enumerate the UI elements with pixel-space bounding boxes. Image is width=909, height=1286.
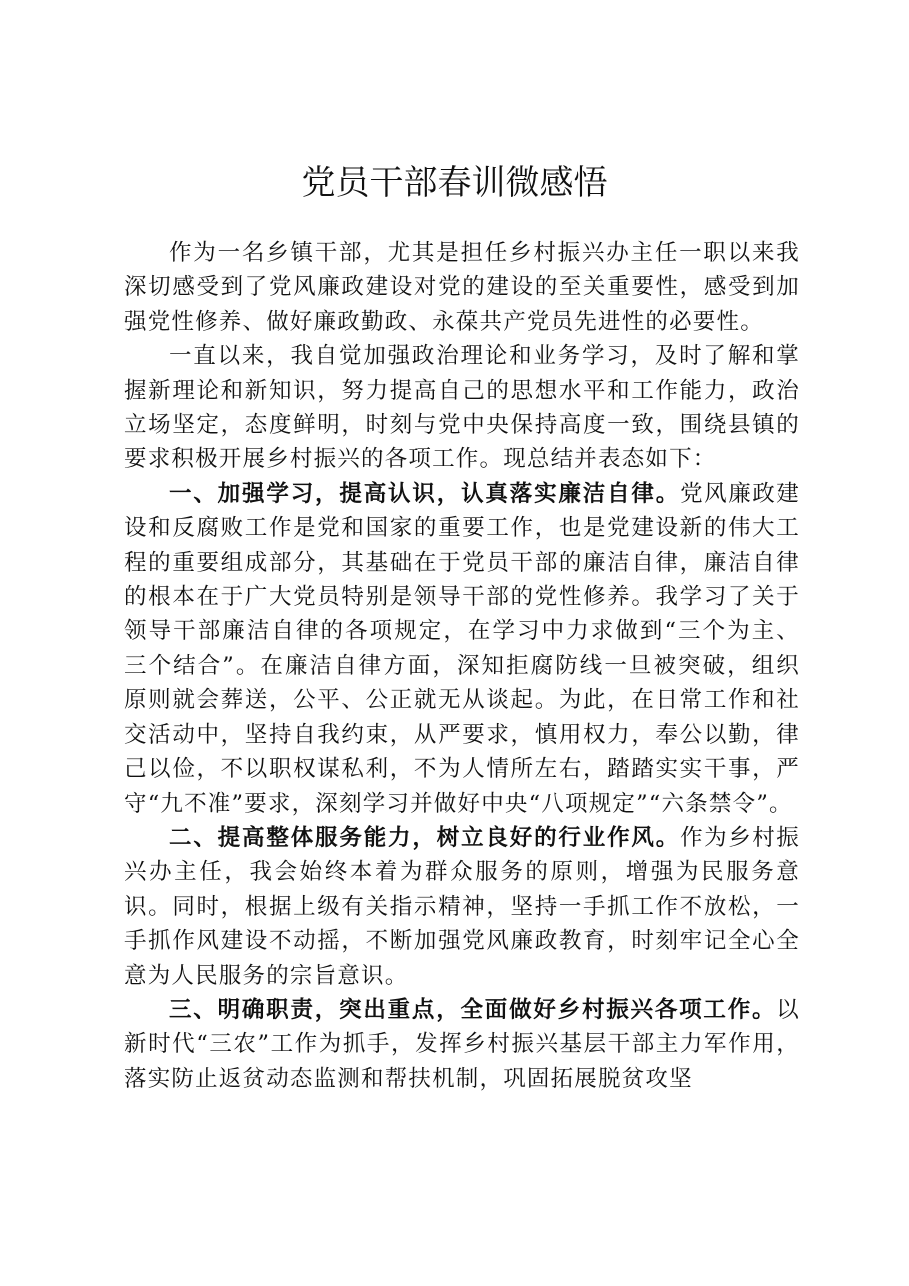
document-body	[124, 236, 800, 1096]
paragraph-text: 作为乡村振兴办主任，我会始终本着为群众服务的原则，增强为民服务意识。同时，根据上级有关指示精神，坚持一手抓工作不放松，一手抓作风建设不动摇，不断加强党风廉政教育，时刻牢记全心全意为人民服务的宗旨意识。	[124, 824, 800, 989]
document-title: 党员干部春训微感悟	[301, 163, 608, 203]
paragraph-summary	[124, 339, 800, 477]
paragraph-text: 党风廉政建设和反腐败工作是党和国家的重要工作，也是党建设新的伟大工程的重要组成部分，其基础在于党员干部的廉洁自律，廉洁自律的根本在于广大党员特别是领导干部的党性修养。我学习了关于领导干部廉洁自律的各项规定，在学习中力求做到“三个为主、三个结合”。在廉洁自律方面，深知拒腐防线一旦被突破，组织原则就会葬送，公平、公正就无从谈起。为此，在日常工作和社交活动中，坚持自我约束，从严要求，慎用权力，奉公以勤，律己以俭，不以职权谋私利，不为人情所左右，踏踏实实干事，严守“九不准”要求，深刻学习并做好中央“八项规定”“六条禁令”。	[124, 480, 800, 817]
paragraph-section-1	[124, 477, 800, 821]
paragraph-text: 以新时代“三农”工作为抓手，发挥乡村振兴基层干部主力军作用，落实防止返贫动态监测和帮扶机制，巩固拓展脱贫攻坚	[124, 996, 800, 1092]
section-heading: 三、明确职责，突出重点，全面做好乡村振兴各项工作。	[169, 996, 777, 1023]
section-heading: 二、提高整体服务能力，树立良好的行业作风。	[169, 824, 681, 851]
paragraph-intro	[124, 236, 800, 339]
paragraph-section-2	[124, 821, 800, 993]
paragraph-text: 一直以来，我自觉加强政治理论和业务学习，及时了解和掌握新理论和新知识，努力提高自己的思想水平和工作能力，政治立场坚定，态度鲜明，时刻与党中央保持高度一致，围绕县镇的要求积极开展乡村振兴的各项工作。现总结并表态如下：	[124, 343, 800, 473]
section-heading: 一、加强学习，提高认识，认真落实廉洁自律。	[169, 480, 681, 507]
paragraph-section-3	[124, 993, 800, 1096]
paragraph-text: 作为一名乡镇干部，尤其是担任乡村振兴办主任一职以来我深切感受到了党风廉政建设对党的建设的至关重要性，感受到加强党性修养、做好廉政勤政、永葆共产党员先进性的必要性。	[124, 240, 800, 335]
